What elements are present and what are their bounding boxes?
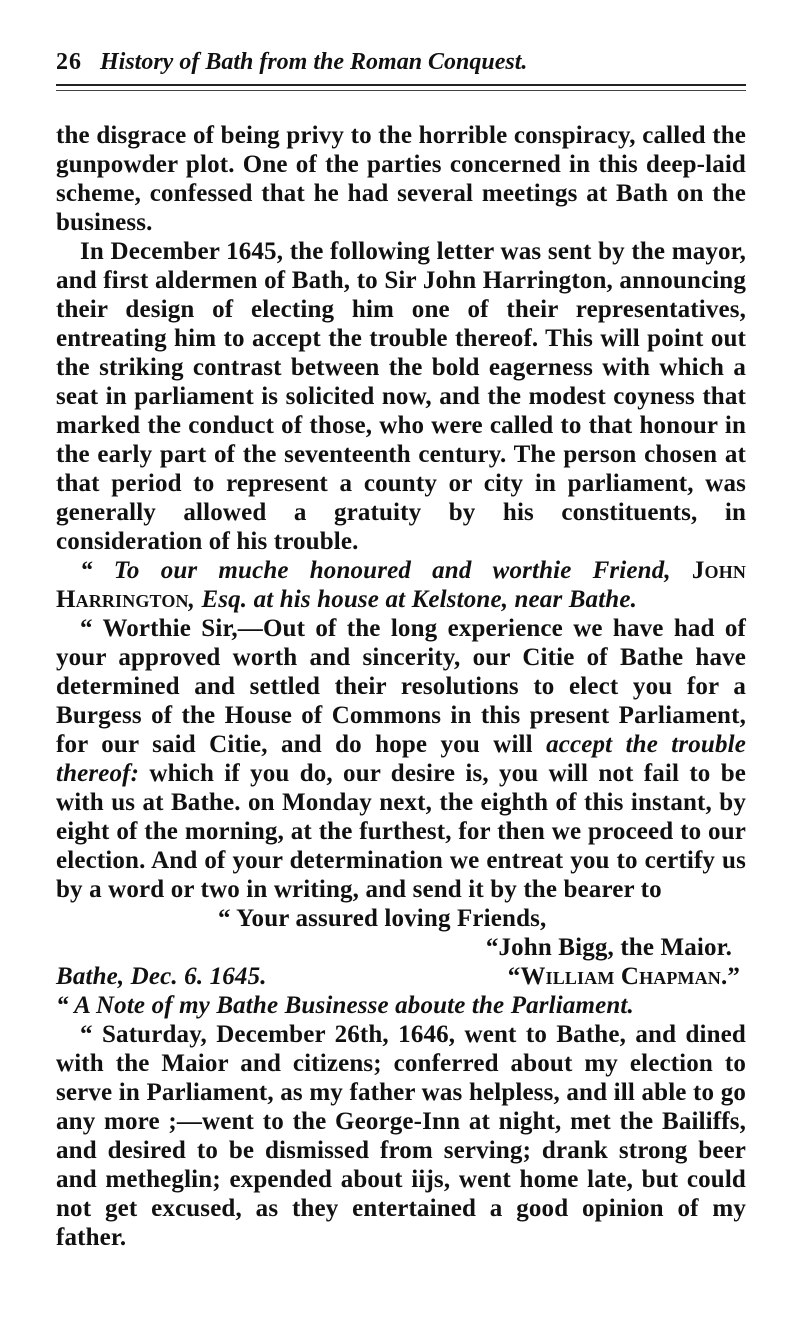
letter-heading-name: John Harrington — [56, 557, 746, 613]
letter-heading-part1: To our muche honoured and worthie Friend, — [113, 557, 692, 584]
letter-signer-chapman: “William Chapman.” — [507, 963, 740, 990]
note-heading: “ A Note of my Bathe Businesse aboute the Parliament. — [56, 992, 634, 1019]
header-rule-thin — [56, 90, 746, 91]
letter-heading-quote: “ — [80, 557, 114, 584]
paragraph-gunpowder-plot: the disgrace of being privy to the horrible conspiracy, called the gunpowder plot. One of the parties concerned in this deep-laid scheme, confessed that he had several meetings at Bath on the business. — [56, 122, 746, 236]
page-number: 26 — [56, 49, 82, 75]
header-rule-thick — [56, 84, 746, 86]
note-body: “ Saturday, December 26th, 1646, went to Bathe, and dined with the Maior and citizens; conferred about my election to serve in Parliament, as my father was helpless, and ill able to go any more ;—went to the George-Inn at night, met the Bailiffs, and desired to be dismissed from serving; drank strong beer and metheglin; expended about iijs, went home late, but could not get excused, as they entertained a good opinion of my father. — [56, 1021, 746, 1251]
letter-body-part-a: “ Worthie Sir,—Out of the long experience we have had of your approved worth and sincerity, our Citie of Bathe have determined and settled their resolutions to elect you for a Burgess of the House of Commons in this present Parliament, for our said Citie, and do hope you will — [56, 615, 746, 758]
letter-body — [56, 614, 746, 904]
running-head-title: History of Bath from the Roman Conquest. — [100, 49, 528, 75]
letter-body-part-b: which if you do, our desire is, you will not fail to be with us at Bathe. on Monday next, the eighth of this instant, by eight of the morning, at the furthest, for then we proceed to our election. And of your determination we entreat you to certify us by a word or two in writing, and send it by the bearer to — [56, 760, 746, 903]
running-head — [56, 50, 746, 80]
body-text — [56, 121, 746, 1252]
paragraph-december-letter: In December 1645, the following letter was sent by the mayor, and first aldermen of Bath, to Sir John Harrington, announcing their design of electing him one of their representatives, entreating him to accept the trouble thereof. This will point out the striking contrast between the bold eagerness with which a seat in parliament is solicited now, and the modest coyness that marked the conduct of those, who were called to that honour in the early part of the seventeenth century. The person chosen at that period to represent a county or city in parliament, was generally allowed a gratuity by his constituents, in consideration of his trouble. — [56, 238, 746, 555]
letter-heading-part2: , Esq. at his house at Kelstone, near Bathe. — [188, 586, 637, 613]
letter-address-heading — [56, 556, 746, 614]
letter-place-date: Bathe, Dec. 6. 1645. — [56, 963, 267, 990]
letter-sign-row — [56, 962, 746, 991]
letter-body-emphasis: accept the trouble thereof: — [56, 731, 746, 787]
letter-closing: “ Your assured loving Friends, — [218, 905, 547, 932]
letter-signer-mayor: “John Bigg, the Maior. — [485, 934, 732, 961]
